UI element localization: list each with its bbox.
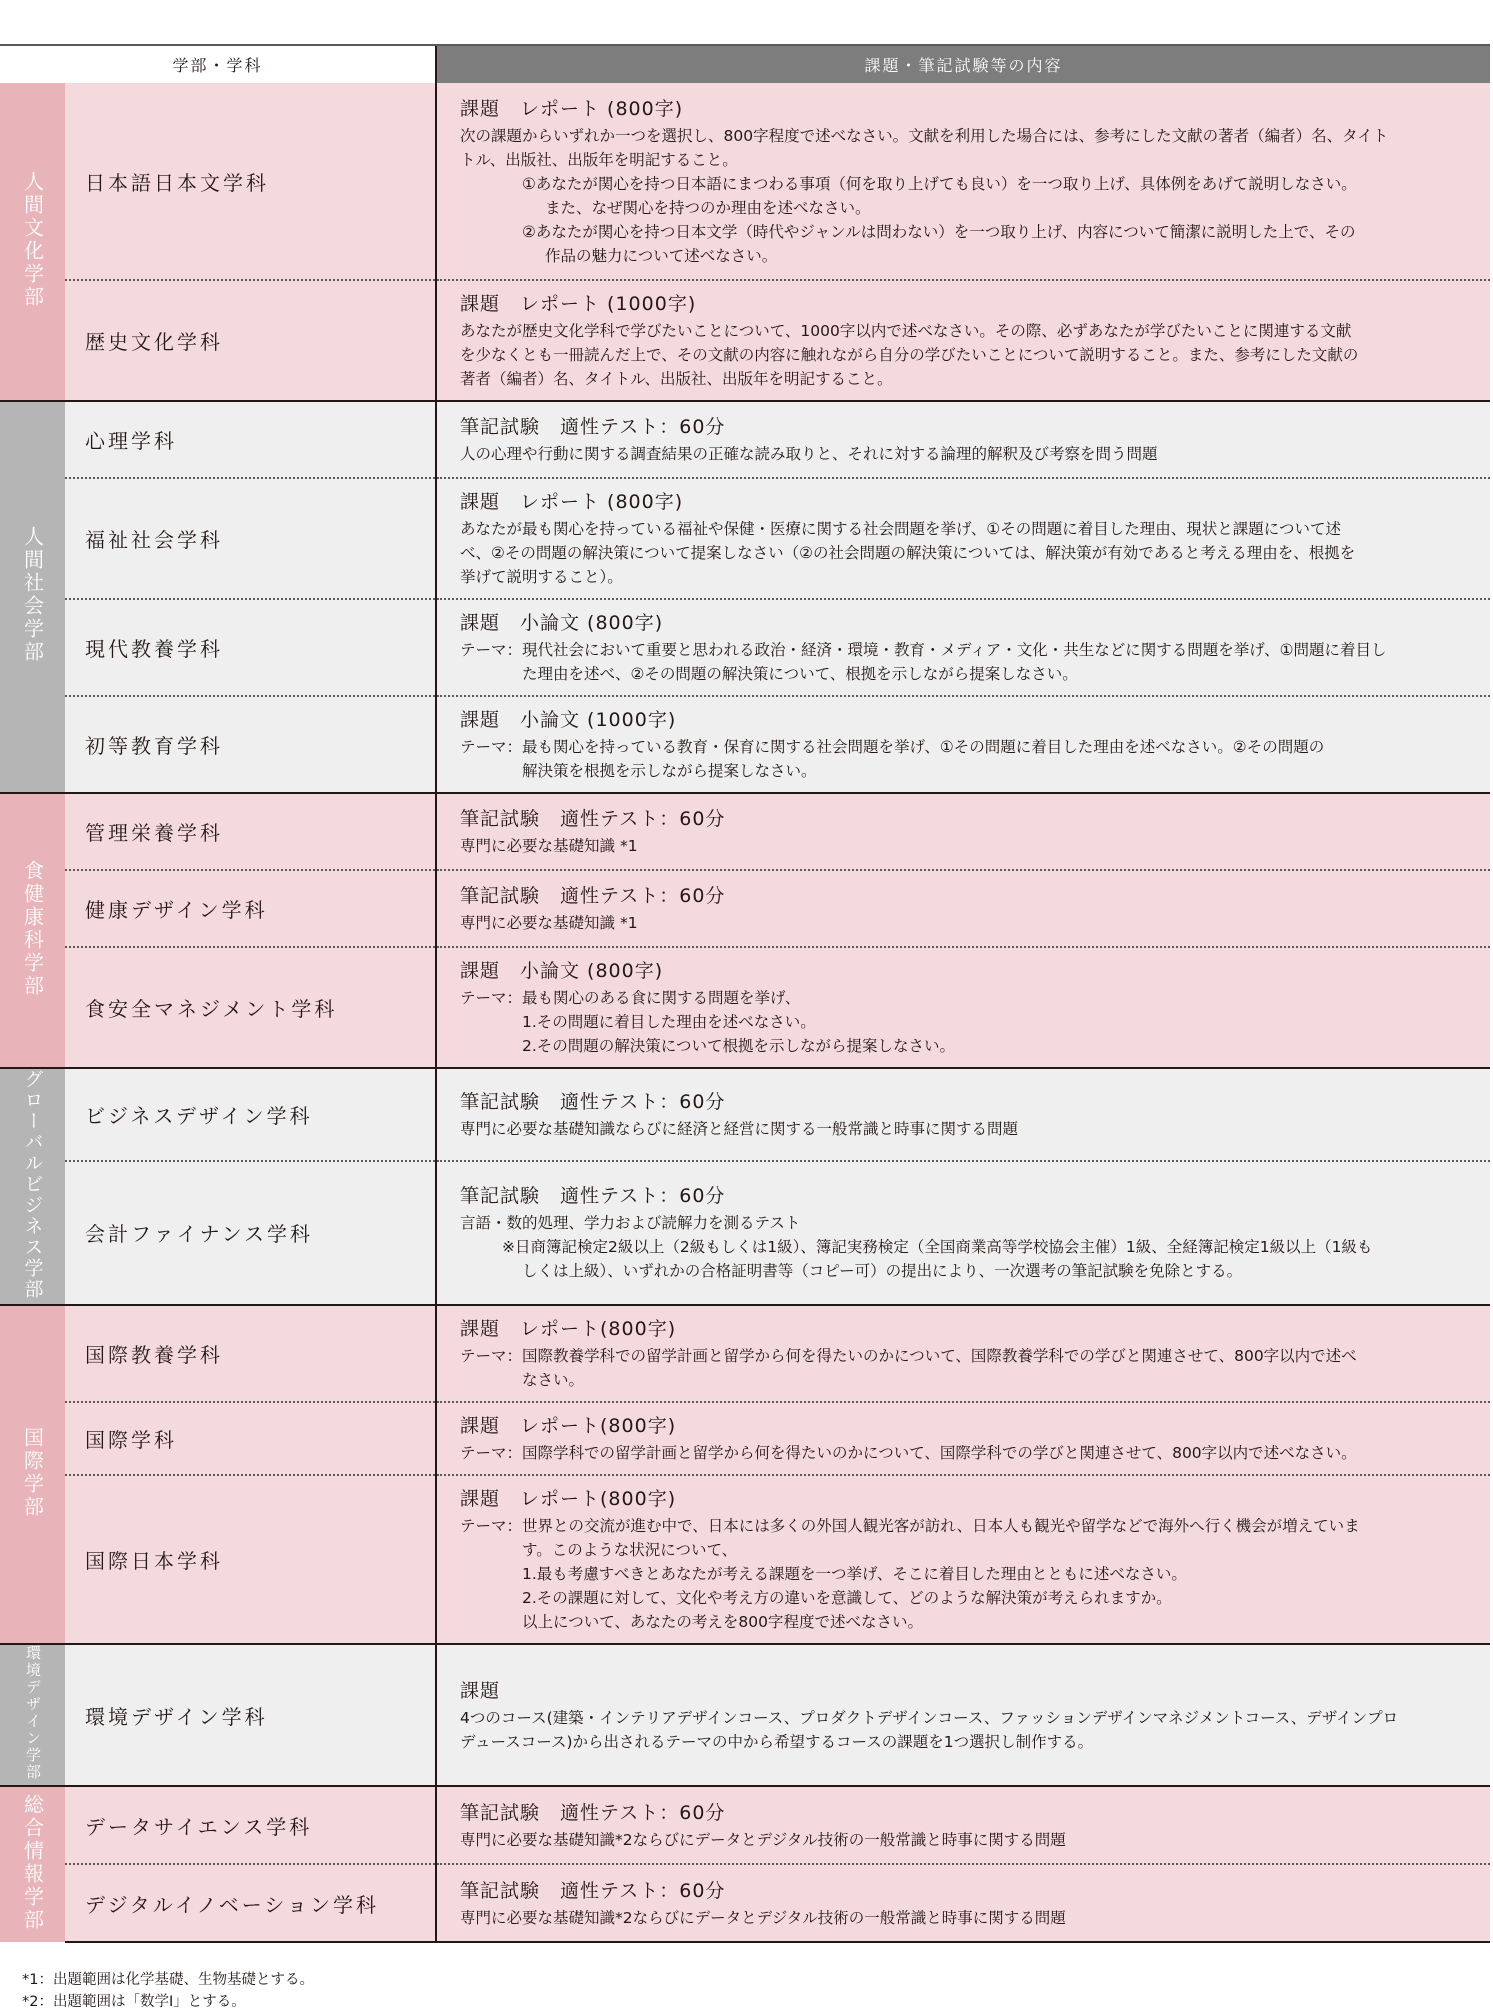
department-name: 歴史文化学科	[65, 280, 436, 401]
faculty-label: 総合情報学部	[20, 1793, 45, 1932]
faculty-label: 国際学部	[20, 1426, 45, 1519]
content-title: 課題 小論文 (800字)	[460, 612, 664, 634]
content-line: テーマ：現代社会において重要と思われる政治・経済・環境・教育・メディア・文化・共生などに関する問題を挙げ、①問題に着目し	[460, 641, 1387, 659]
content-cell	[436, 793, 1490, 870]
footnote: *2：出題範囲は「数学Ⅰ」とする。	[22, 1994, 246, 2010]
department-name: 環境デザイン学科	[65, 1644, 436, 1786]
content-line: 次の課題からいずれか一つを選択し、800字程度で述べなさい。文献を利用した場合には、参考にした文献の著者（編者）名、タイト	[460, 126, 1389, 145]
faculty-cell	[0, 1068, 65, 1305]
content-line: を少なくとも一冊読んだ上で、その文献の内容に触れながら自分の学びたいことについて説明すること。また、参考にした文献の	[460, 346, 1359, 364]
content-title: 課題 レポート(800字)	[460, 1415, 677, 1437]
content-cell	[436, 870, 1490, 947]
table-row	[0, 1068, 1490, 1161]
content-cell	[436, 1864, 1490, 1942]
department-name: 国際学科	[65, 1402, 436, 1475]
department-name: ビジネスデザイン学科	[65, 1068, 436, 1161]
content-line: デュースコース)から出されるテーマの中から希望するコースの課題を1つ選択し制作する。	[460, 1732, 1094, 1751]
content-line: 解決策を根拠を示しながら提案しなさい。	[522, 762, 817, 780]
content-title: 筆記試験 適性テスト：60分	[460, 1801, 726, 1824]
content-line: テーマ：国際学科での留学計画と留学から何を得たいのかについて、国際学科での学びと関連させて、800字以内で述べなさい。	[460, 1444, 1357, 1462]
content-line: 2.その課題に対して、文化や考え方の違いを意識して、どのような解決策が考えられますか。	[522, 1589, 1172, 1607]
content-line: テーマ：国際教養学科での留学計画と留学から何を得たいのかについて、国際教養学科での学びと関連させて、800字以内で述べ	[460, 1347, 1357, 1365]
faculty-cell	[0, 1305, 65, 1644]
table-row	[0, 1305, 1490, 1402]
content-line: 専門に必要な基礎知識*2ならびにデータとデジタル技術の一般常識と時事に関する問題	[460, 1830, 1066, 1849]
content-title: 課題 レポート (800字)	[460, 491, 684, 513]
content-line: テーマ：最も関心のある食に関する問題を挙げ、	[460, 989, 801, 1007]
content-cell	[436, 83, 1490, 280]
content-line: 専門に必要な基礎知識*2ならびにデータとデジタル技術の一般常識と時事に関する問題	[460, 1908, 1066, 1927]
table-row	[0, 870, 1490, 947]
faculty-label: 人間文化学部	[20, 170, 45, 309]
department-name: 食安全マネジメント学科	[65, 947, 436, 1068]
content-line: 1.その問題に着目した理由を述べなさい。	[522, 1013, 816, 1031]
content-cell	[436, 1786, 1490, 1864]
faculty-label: 食健康科学部	[20, 859, 45, 998]
content-line: 作品の魅力について述べなさい。	[545, 246, 778, 265]
content-line: 著者（編者）名、タイトル、出版社、出版年を明記すること。	[460, 370, 893, 388]
content-cell	[436, 1161, 1490, 1305]
content-line: 挙げて説明すること）。	[460, 568, 623, 586]
department-name: 心理学科	[65, 401, 436, 478]
table-row	[0, 280, 1490, 401]
table-row	[0, 1644, 1490, 1786]
content-title: 筆記試験 適性テスト：60分	[460, 885, 726, 907]
content-line: 4つのコース(建築・インテリアデザインコース、プロダクトデザインコース、ファッションデザインマネジメントコース、デザインプロ	[460, 1708, 1399, 1727]
content-title: 筆記試験 適性テスト：60分	[460, 1185, 726, 1208]
table-row	[0, 478, 1490, 599]
content-line: 言語・数的処理、学力および読解力を測るテスト	[460, 1214, 801, 1233]
department-name: デジタルイノベーション学科	[65, 1864, 436, 1942]
faculty-cell	[0, 1644, 65, 1786]
department-name: 日本語日本文学科	[65, 83, 436, 280]
header-content: 課題・筆記試験等の内容	[436, 45, 1490, 83]
content-cell	[436, 1475, 1490, 1644]
department-name: 健康デザイン学科	[65, 870, 436, 947]
table-row	[0, 1402, 1490, 1475]
table-row	[0, 1161, 1490, 1305]
content-cell	[436, 1068, 1490, 1161]
content-line: テーマ：世界との交流が進む中で、日本には多くの外国人観光客が訪れ、日本人も観光や留学などで海外へ行く機会が増えていま	[460, 1517, 1360, 1535]
table-row	[0, 696, 1490, 793]
table-row	[0, 1475, 1490, 1644]
department-name: 国際教養学科	[65, 1305, 436, 1402]
faculty-cell	[0, 401, 65, 793]
faculty-label: 環境デザイン学部	[24, 1645, 42, 1781]
content-line: す。このような状況について、	[522, 1541, 738, 1559]
content-line: 2.その問題の解決策について根拠を示しながら提案しなさい。	[522, 1037, 955, 1055]
footnotes	[22, 1969, 1493, 2013]
content-cell	[436, 401, 1490, 478]
table-header	[0, 45, 1490, 83]
faculty-cell	[0, 83, 65, 401]
content-line: た理由を述べ、②その問題の解決策について、根拠を示しながら提案しなさい。	[522, 665, 1078, 683]
department-name: 初等教育学科	[65, 696, 436, 793]
content-line: テーマ：最も関心を持っている教育・保育に関する社会問題を挙げ、①その問題に着目した理由を述べなさい。②その問題の	[460, 738, 1325, 756]
content-line: また、なぜ関心を持つのか理由を述べなさい。	[545, 198, 871, 217]
department-name: 会計ファイナンス学科	[65, 1161, 436, 1305]
faculty-label: 人間社会学部	[20, 526, 45, 664]
faculty-label: グローバルビジネス学部	[21, 1069, 44, 1300]
content-title: 課題 小論文 (800字)	[460, 960, 664, 982]
content-line: あなたが最も関心を持っている福祉や保健・医療に関する社会問題を挙げ、①その問題に着目した理由、現状と課題について述	[460, 520, 1341, 538]
content-cell	[436, 280, 1490, 401]
content-line: しくは上級）、いずれかの合格証明書等（コピー可）の提出により、一次選考の筆記試験を免除とする。	[522, 1262, 1243, 1281]
content-line: 以上について、あなたの考えを800字程度で述べなさい。	[522, 1613, 923, 1631]
content-cell	[436, 947, 1490, 1068]
content-title: 課題 レポート (800字)	[460, 97, 684, 120]
department-name: 国際日本学科	[65, 1475, 436, 1644]
table-row	[0, 1786, 1490, 1864]
department-name: 管理栄養学科	[65, 793, 436, 870]
department-name: 現代教養学科	[65, 599, 436, 696]
content-title: 課題 レポート(800字)	[460, 1318, 677, 1340]
content-line: 1.最も考慮すべきとあなたが考える課題を一つ挙げ、そこに着目した理由とともに述べなさい。	[522, 1565, 1187, 1583]
content-cell	[436, 1305, 1490, 1402]
content-title: 課題	[460, 1679, 501, 1702]
content-line: 専門に必要な基礎知識 *1	[460, 914, 638, 932]
faculty-cell	[0, 793, 65, 1068]
table-row	[0, 1864, 1490, 1942]
content-line: トル、出版社、出版年を明記すること。	[460, 150, 738, 169]
department-name: データサイエンス学科	[65, 1786, 436, 1864]
content-line: 人の心理や行動に関する調査結果の正確な読み取りと、それに対する論理的解釈及び考察を問う問題	[460, 445, 1158, 463]
content-cell	[436, 1644, 1490, 1786]
content-cell	[436, 478, 1490, 599]
content-title: 筆記試験 適性テスト：60分	[460, 1090, 726, 1113]
content-title: 筆記試験 適性テスト：60分	[460, 1879, 726, 1902]
content-cell	[436, 696, 1490, 793]
header-faculty-department: 学部・学科	[0, 45, 436, 83]
content-line: べ、②その問題の解決策について提案しなさい（②の社会問題の解決策については、解決策が有効であると考える理由を、根拠を	[460, 544, 1356, 562]
faculty-cell	[0, 1786, 65, 1942]
content-title: 課題 小論文 (1000字)	[460, 709, 677, 731]
content-title: 課題 レポート (1000字)	[460, 293, 697, 315]
exam-content-table	[0, 44, 1490, 1943]
content-line: あなたが歴史文化学科で学びたいことについて、1000字以内で述べなさい。その際、必ずあなたが学びたいことに関連する文献	[460, 322, 1352, 340]
content-line: 専門に必要な基礎知識 *1	[460, 837, 638, 855]
content-line: ※日商簿記検定2級以上（2級もしくは1級）、簿記実務検定（全国商業高等学校協会主催）1級、全経簿記検定1級以上（1級も	[502, 1238, 1373, 1257]
content-title: 筆記試験 適性テスト：60分	[460, 808, 726, 830]
table-row	[0, 83, 1490, 280]
footnote: *1：出題範囲は化学基礎、生物基礎とする。	[22, 1972, 314, 1988]
content-cell	[436, 599, 1490, 696]
content-cell	[436, 1402, 1490, 1475]
department-name: 福祉社会学科	[65, 478, 436, 599]
content-line: 専門に必要な基礎知識ならびに経済と経営に関する一般常識と時事に関する問題	[460, 1119, 1019, 1138]
content-title: 課題 レポート(800字)	[460, 1488, 677, 1510]
content-line: ②あなたが関心を持つ日本文学（時代やジャンルは問わない）を一つ取り上げ、内容について簡潔に説明した上で、その	[522, 222, 1356, 241]
content-line: ①あなたが関心を持つ日本語にまつわる事項（何を取り上げても良い）を一つ取り上げ、具体例をあげて説明しなさい。	[522, 174, 1357, 193]
content-line: なさい。	[522, 1371, 585, 1389]
table-row	[0, 793, 1490, 870]
content-title: 筆記試験 適性テスト：60分	[460, 416, 726, 438]
table-row	[0, 947, 1490, 1068]
table-row	[0, 599, 1490, 696]
table-row	[0, 401, 1490, 478]
